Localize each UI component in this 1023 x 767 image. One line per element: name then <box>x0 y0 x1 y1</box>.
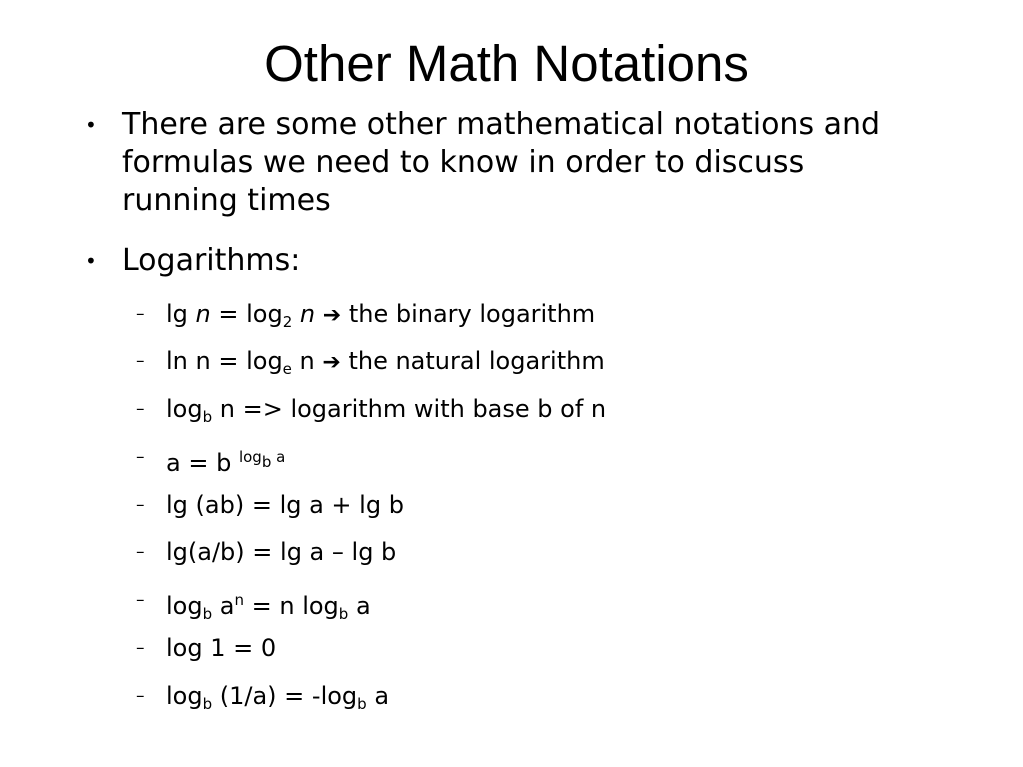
bullet-intro-line-1: There are some other mathematical notations and <box>122 107 881 142</box>
sub-marker: – <box>136 590 145 610</box>
sub-item-power-identity: a = b $^{log_b a}$ <box>166 448 286 477</box>
sub-marker: – <box>136 686 145 706</box>
sub-marker: – <box>136 495 145 515</box>
sub-item-reciprocal-rule: $\log_b (1/a) = -\log_b$ a <box>166 682 390 713</box>
bullet-marker: • <box>85 249 97 273</box>
sub-marker: – <box>136 447 145 467</box>
sub-item-exponent-rule: $\log_b a^n = n$ $\log_b a$ <box>166 591 371 623</box>
bullet-marker: • <box>85 113 97 137</box>
sub-marker: – <box>136 304 145 324</box>
sub-item-quotient-rule: lg(a/b) = lg a – lg b <box>166 538 397 566</box>
sub-marker: – <box>136 351 145 371</box>
arrow-right-icon: ➔ <box>322 350 341 375</box>
sub-marker: – <box>136 638 145 658</box>
sub-item-binary-log: $\lg n = \log_2 n$ ➔ the binary logarithm <box>166 300 596 331</box>
sub-item-product-rule: lg (ab) = lg a + lg b <box>166 491 404 519</box>
bullet-intro-line-3: running times <box>122 183 331 218</box>
slide-title: Other Math Notations <box>264 35 749 92</box>
bullet-logarithms-text: Logarithms: <box>122 243 301 278</box>
arrow-right-icon: ➔ <box>322 303 342 328</box>
bullet-intro-line-2: formulas we need to know in order to discuss <box>122 145 805 180</box>
sub-marker: – <box>136 542 145 562</box>
sub-marker: – <box>136 399 145 419</box>
sub-item-log-base-b: $\log_b n$ => logarithm with base b of n <box>166 395 607 426</box>
sub-item-natural-log: $\ln n = \log_e n$ ➔ the natural logarithm <box>166 347 605 378</box>
sub-item-log-one: log 1 = 0 <box>166 634 277 662</box>
